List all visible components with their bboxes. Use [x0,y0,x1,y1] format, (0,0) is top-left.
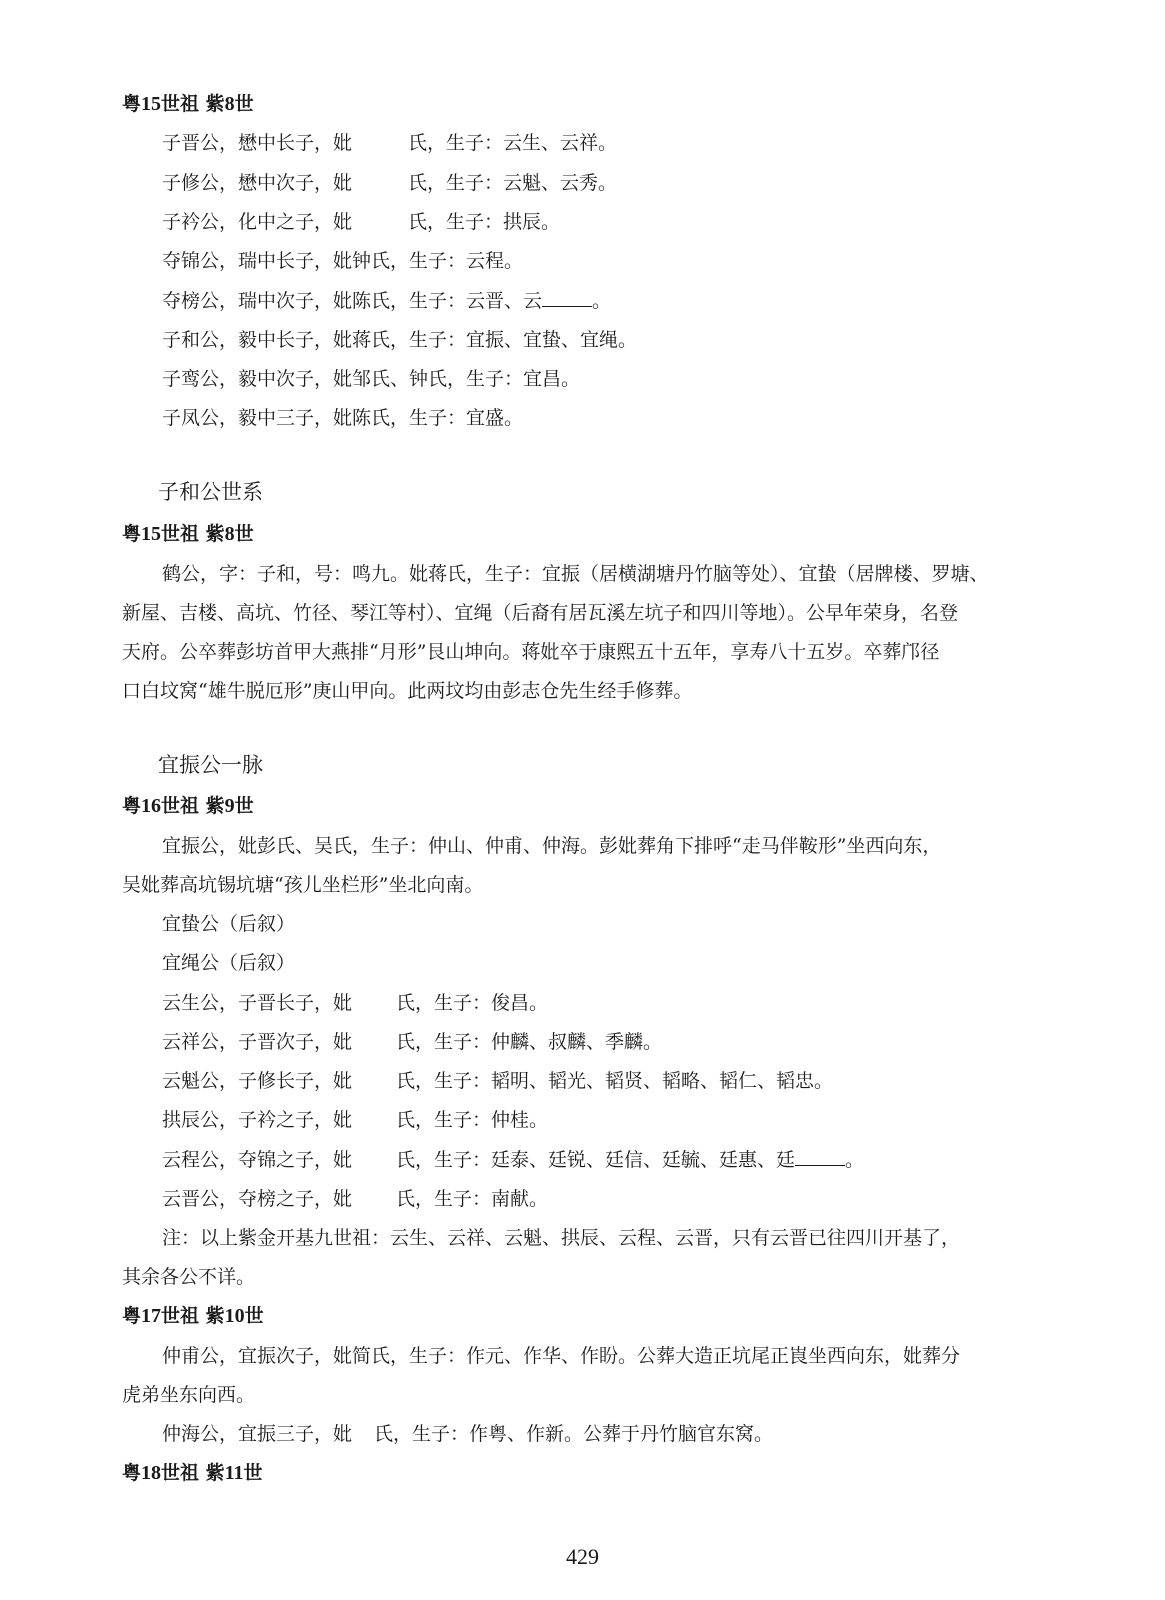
entry-name: 夺榜公，瑞中次子，妣陈氏，生子：云晋、云 [162,290,543,312]
gen-number: 11 [224,1462,244,1484]
entry-detail: 氏，生子：仲麟、叔麟、季麟。 [396,1031,663,1053]
entry-detail: 氏，生子：拱辰。 [408,211,561,233]
entry-name: 云生公，子晋长子，妣 [162,992,353,1014]
gen-prefix: 粤 [122,1462,142,1484]
entry-tail: 。 [845,1149,865,1171]
genealogy-entry [162,289,611,313]
generation-header [122,794,254,818]
entry-detail: 氏，生子：俊昌。 [396,992,549,1014]
text-line: 新屋、吉楼、高坑、竹径、琴江等村）、宜绳（后裔有居瓦溪左坑子和四川等地）。公早年荣身，名登 [122,602,959,624]
page-number: 429 [566,1544,599,1569]
text-line: 夺锦公，瑞中长子，妣钟氏，生子：云程。 [162,250,524,272]
generation-header [122,92,254,116]
gen-prefix: 粤 [122,523,142,545]
entry-name: 子晋公，懋中长子，妣 [162,132,353,154]
entry-name: 拱辰公，子衿之子，妣 [162,1109,353,1131]
genealogy-entry [162,1422,773,1446]
genealogy-entry [162,1069,833,1093]
gen-suffix: 世 [243,1462,263,1484]
generation-header [122,1461,263,1485]
gen-number: 15 [141,93,162,115]
entry-detail: 氏，生子：作粤、作新。公葬于丹竹脑官东窝。 [374,1423,774,1445]
genealogy-entry [162,1108,548,1132]
entry-detail: 氏，生子：仲桂。 [396,1109,549,1131]
genealogy-entry [162,210,560,234]
genealogy-entry [162,1030,662,1054]
genealogy-entry [162,131,617,155]
text-line: 子凤公，毅中三子，妣陈氏，生子：宜盛。 [162,407,524,429]
gen-middle: 世祖 紫 [161,523,225,545]
gen-number: 8 [224,523,235,545]
gen-prefix: 粤 [122,93,142,115]
gen-middle: 世祖 紫 [161,93,225,115]
gen-suffix: 世 [234,523,254,545]
blank-underline [542,290,592,307]
entry-name: 仲海公，宜振三子，妣 [162,1423,353,1445]
entry-name: 子修公，懋中次子，妣 [162,172,353,194]
gen-middle: 世祖 紫 [161,1305,225,1327]
text-line: 其余各公不详。 [122,1266,256,1288]
gen-number: 18 [141,1462,162,1484]
generation-header [122,1304,264,1328]
entry-detail: 氏，生子：韬明、韬光、韬贤、韬略、韬仁、韬忠。 [396,1070,834,1092]
entry-detail: 氏，生子：云魁、云秀。 [408,172,618,194]
entry-detail: 氏，生子：廷泰、廷锐、廷信、廷毓、廷惠、廷 [396,1149,796,1171]
blank-underline [795,1149,845,1166]
text-line: 宜绳公（后叙） [162,952,296,974]
section-heading: 子和公世系 [158,480,263,504]
text-line: 宜振公，妣彭氏、吴氏，生子：仲山、仲甫、仲海。彭妣葬角下排呼“走马伴鞍形”坐西向东， [162,835,942,857]
genealogy-entry [162,991,548,1015]
gen-prefix: 粤 [122,795,142,817]
entry-name: 云晋公，夺榜之子，妣 [162,1188,353,1210]
text-line: 虎弟坐东向西。 [122,1384,256,1406]
text-line: 仲甫公，宜振次子，妣简氏，生子：作元、作华、作盼。公葬大造正坑尾正崀坐西向东，妣葬分 [162,1345,961,1367]
generation-header [122,522,254,546]
section-heading: 宜振公一脉 [158,753,263,777]
entry-detail: 氏，生子：云生、云祥。 [408,132,618,154]
gen-number: 9 [224,795,235,817]
gen-suffix: 世 [234,93,254,115]
text-line: 口白坟窝“雄牛脱厄形”庚山甲向。此两坟均由彭志仓先生经手修葬。 [122,680,693,702]
gen-number: 15 [141,523,162,545]
text-line: 宜蛰公（后叙） [162,913,296,935]
text-line: 子和公，毅中长子，妣蒋氏，生子：宜振、宜蛰、宜绳。 [162,329,638,351]
gen-middle: 世祖 紫 [161,795,225,817]
text-line: 子鸾公，毅中次子，妣邹氏、钟氏，生子：宜昌。 [162,368,581,390]
entry-detail: 氏，生子：南献。 [396,1188,549,1210]
gen-number: 10 [224,1305,245,1327]
gen-middle: 世祖 紫 [161,1462,225,1484]
entry-name: 云魁公，子修长子，妣 [162,1070,353,1092]
text-line: 鹤公，字：子和，号：鸣九。妣蒋氏，生子：宜振（居横湖塘丹竹脑等处）、宜蛰（居牌楼、罗塘、 [162,563,989,585]
gen-suffix: 世 [244,1305,264,1327]
gen-prefix: 粤 [122,1305,142,1327]
text-line: 注：以上紫金开基九世祖：云生、云祥、云魁、拱辰、云程、云晋，只有云晋已往四川开基了， [162,1227,961,1249]
gen-number: 8 [224,93,235,115]
genealogy-entry [162,1148,864,1172]
gen-number: 17 [141,1305,162,1327]
text-line: 吴妣葬高坑锡坑塘“孩儿坐栏形”坐北向南。 [122,874,484,896]
genealogy-entry [162,1187,548,1211]
genealogy-entry [162,171,617,195]
gen-suffix: 世 [234,795,254,817]
entry-name: 云程公，夺锦之子，妣 [162,1149,353,1171]
entry-name: 云祥公，子晋次子，妣 [162,1031,353,1053]
entry-name: 子衿公，化中之子，妣 [162,211,353,233]
gen-number: 16 [141,795,162,817]
text-line: 天府。公卒葬彭坊首甲大燕排“月形”艮山坤向。蒋妣卒于康熙五十五年，享寿八十五岁。卒葬邝径 [122,641,940,663]
entry-tail: 。 [592,290,612,312]
